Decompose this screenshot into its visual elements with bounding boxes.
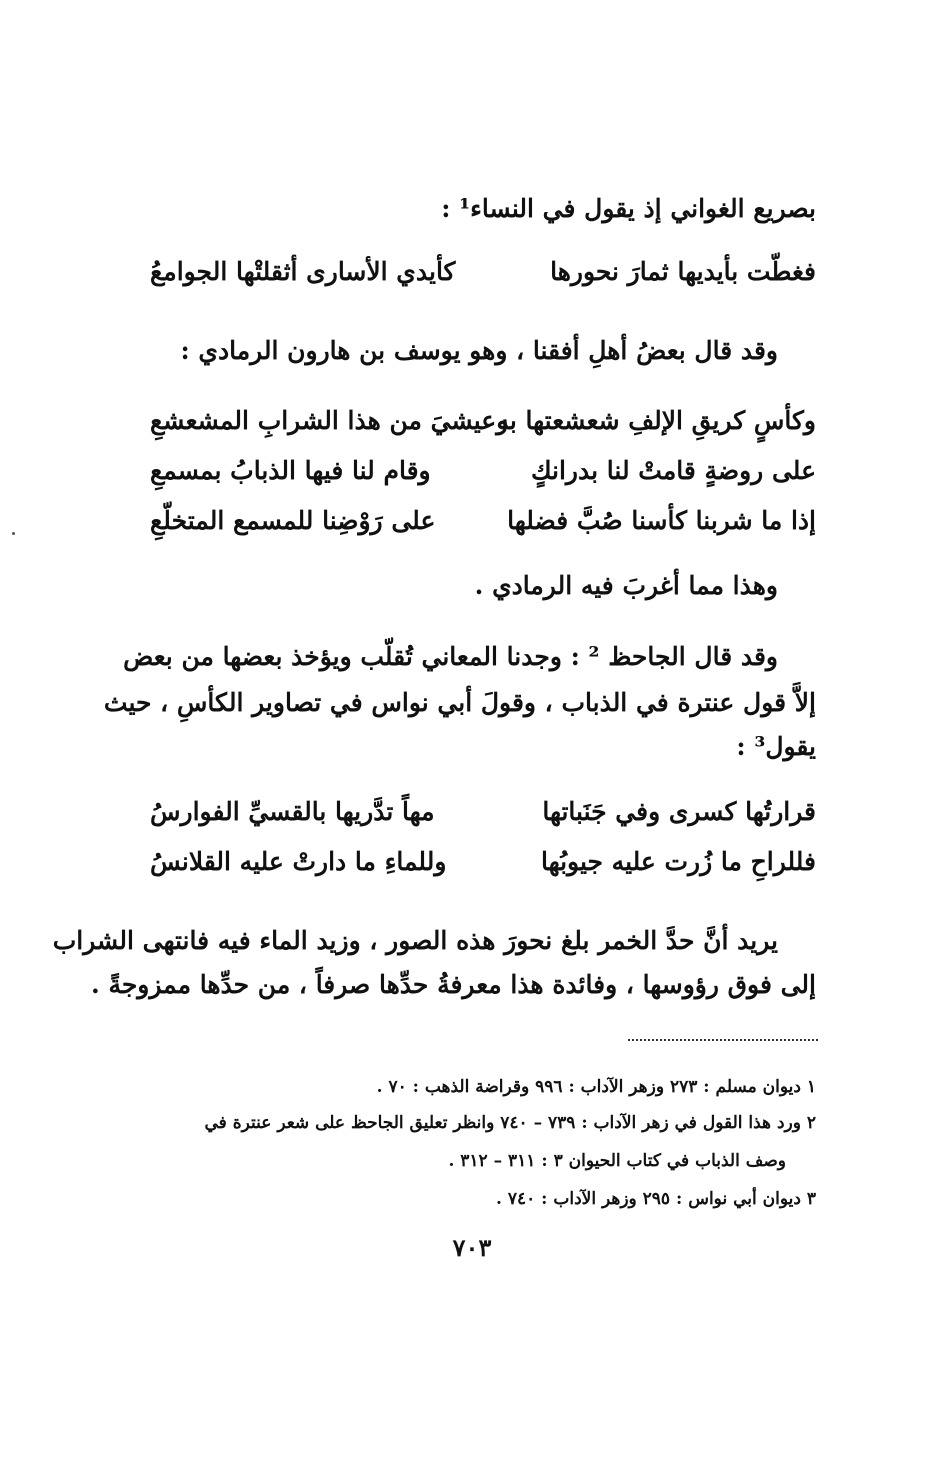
- verse-first-hemistich: على روضةٍ قامتْ لنا بدرانكٍ: [530, 456, 816, 485]
- verse-second-hemistich: مهاً تدَّريها بالقسيِّ الفوارسُ: [150, 797, 435, 826]
- paragraph-line: يقول³ :: [736, 732, 816, 761]
- verse-first-hemistich: إذا ما شربنا كأسنا صُبَّ فضلها: [507, 506, 816, 535]
- paragraph-line: وهذا مما أغربَ فيه الرمادي .: [474, 571, 778, 600]
- scan-speck: [12, 532, 15, 535]
- verse-first-hemistich: فغطّت بأيديها ثمارَ نحورها: [550, 257, 816, 286]
- verse-line: [150, 454, 816, 488]
- verse-first-hemistich: وكأسٍ كريقِ الإلفِ شعشعتها به: [496, 406, 816, 435]
- verse-line: [150, 504, 816, 538]
- verse-line: [150, 795, 816, 829]
- page-number: ٧٠٣: [452, 1233, 492, 1262]
- paragraph-line: وقد قال بعضُ أهلِ أفقنا ، وهو يوسف بن هارون الرمادي :: [180, 336, 778, 365]
- verse-second-hemistich: وللماءِ ما دارتْ عليه القلانسُ: [150, 847, 447, 876]
- footnote-divider: [628, 1039, 818, 1041]
- footnote-line: ٣ ديوان أبي نواس : ٢٩٥ وزهر الآداب : ٧٤٠ .: [495, 1189, 816, 1209]
- footnote-line: وصف الذباب في كتاب الحيوان ٣ : ٣١١ – ٣١٢ .: [448, 1151, 786, 1171]
- paragraph-line: يريد أنَّ حدَّ الخمر بلغ نحورَ هذه الصور ، وزيد الماء فيه فانتهى الشراب: [52, 926, 778, 955]
- paragraph-line: إلاَّ قول عنترة في الذباب ، وقولَ أبي نواس في تصاوير الكأسِ ، حيث: [103, 688, 816, 717]
- verse-line: [150, 404, 816, 438]
- verse-second-hemistich: وقام لنا فيها الذبابُ بمسمعِ: [150, 456, 431, 485]
- footnote-line: ٢ ورد هذا القول في زهر الآداب : ٧٣٩ – ٧٤٠ وانظر تعليق الجاحظ على شعر عنترة في: [204, 1113, 816, 1133]
- footnote-line: ١ ديوان مسلم : ٢٧٣ وزهر الآداب : ٩٩٦ وقراضة الذهب : ٧٠ .: [376, 1077, 816, 1097]
- paragraph-line: وقد قال الجاحظ ² : وجدنا المعاني تُقلّب ويؤخذ بعضها من بعض: [123, 642, 778, 671]
- verse-first-hemistich: قرارتُها كسرى وفي جَنَباتها: [542, 797, 816, 826]
- verse-first-hemistich: فللراحِ ما زُرت عليه جيوبُها: [540, 847, 816, 876]
- verse-second-hemistich: كأيدي الأسارى أثقلتْها الجوامعُ: [150, 257, 456, 286]
- intro-line: بصريع الغواني إذ يقول في النساء¹ :: [441, 194, 816, 223]
- verse-second-hemistich: على رَوْضِنا للمسمع المتخلّعِ: [150, 506, 436, 535]
- paragraph-line: إلى فوق رؤوسها ، وفائدة هذا معرفةُ حدِّها صرفاً ، من حدِّها ممزوجةً .: [91, 970, 816, 999]
- verse-second-hemistich: وعيشيَ من هذا الشرابِ المشعشعِ: [150, 406, 509, 435]
- verse-line: [150, 255, 816, 289]
- verse-line: [150, 845, 816, 879]
